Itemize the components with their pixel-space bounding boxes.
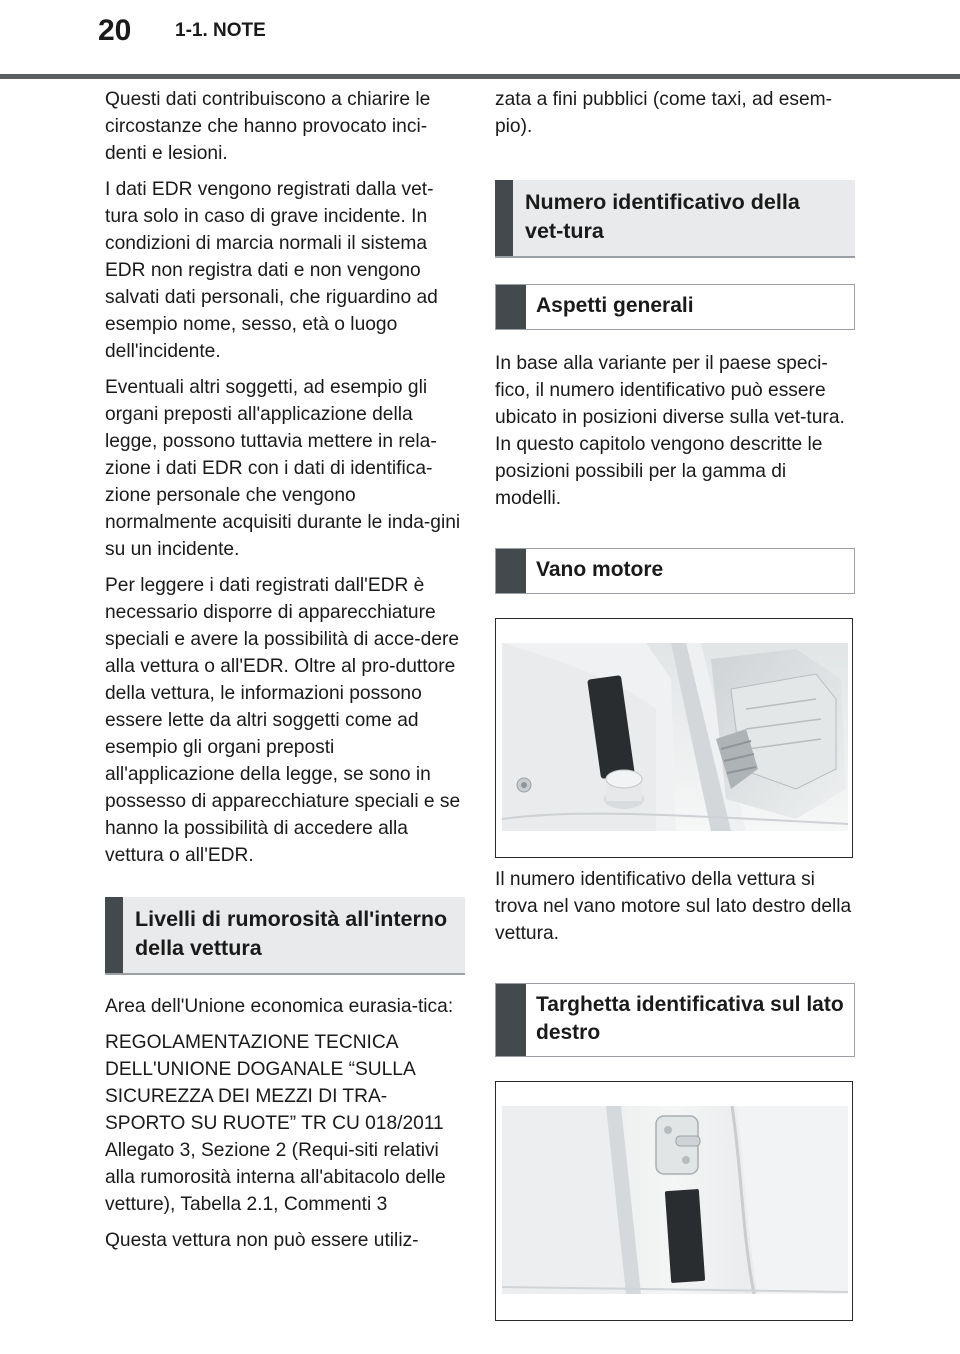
door-pillar-illustration [495,1081,853,1321]
page-number: 20 [98,14,132,47]
paragraph: zata a fini pubblici (come taxi, ad esem-pio). [495,89,832,137]
subheading-text: Aspetti generali [536,294,694,317]
engine-bay-illustration [495,618,853,858]
header-divider [0,74,960,79]
engine-bay-drawing [496,619,853,858]
subheading-text: Targhetta identificativa sul lato destro [536,993,844,1044]
paragraph: Questa vettura non può essere utiliz- [105,1230,419,1251]
paragraph: Il numero identificativo della vettura si trova nel vano motore sul lato destro della vettura. [495,869,852,944]
heading-text: Numero identificativo della vet-tura [525,190,800,243]
subheading-plate [495,983,855,1057]
subheading-text: Vano motore [536,558,664,581]
paragraph: REGOLAMENTAZIONE TECNICA DELL'UNIONE DOGANALE “SULLA SICUREZZA DEI MEZZI DI TRA-SPORTO SU RUOTE” TR CU 018/2011 Allegato 3, Sezione 2 (Requi-siti relativi alla rumorosità interna all'abitacolo delle vetture), Tabella 2.1, Commenti 3 [105,1032,446,1215]
paragraph: Per leggere i dati registrati dall'EDR è necessario disporre di apparecchiature speciali e avere la possibilità di acce-dere alla vettura o all'EDR. Oltre al pro-duttore della vettura, le informazioni possono essere lette da altri soggetti come ad esempio gli organi preposti all'applicazione della legge, se sono in possesso di apparecchiature speciali e se hanno la possibilità di accedere alla vettura o all'EDR. [105,575,461,866]
subheading-bar [496,549,526,593]
heading-bar [495,180,513,256]
left-column [105,86,465,1263]
heading-text: Livelli di rumorosità all'interno della vettura [135,907,448,960]
right-column [495,86,855,1329]
paragraph: Questi dati contribuiscono a chiarire le circostanze che hanno provocato inci-denti e lesioni. [105,89,431,164]
section-heading-vin [495,180,855,258]
subheading-engine [495,548,855,594]
paragraph: I dati EDR vengono registrati dalla vet-tura solo in caso di grave incidente. In condizioni di marcia normali il sistema EDR non registra dati e non vengono salvati dati personali, che riguardino ad esempio nome, sesso, età o luogo dell'incidente. [105,179,438,362]
paragraph: Area dell'Unione economica eurasia-tica: [105,996,454,1017]
subheading-bar [496,984,526,1056]
section-title: 1-1. NOTE [175,20,266,41]
paragraph: In base alla variante per il paese speci-fico, il numero identificativo può essere ubicato in posizioni diverse sulla vet-tura. In questo capitolo vengono descritte le posizioni possibili per la gamma di modelli. [495,353,845,509]
page-header [0,0,960,80]
section-heading-noise [105,897,465,975]
subheading-general [495,284,855,330]
heading-bar [105,897,123,973]
paragraph: Eventuali altri soggetti, ad esempio gli organi preposti all'applicazione della legge, possono tuttavia mettere in rela-zione i dati EDR con i dati di identifica-zione personale che vengono normalmente acquisiti durante le inda-gini su un incidente. [105,377,461,560]
subheading-bar [496,285,526,329]
door-pillar-drawing [496,1082,853,1321]
